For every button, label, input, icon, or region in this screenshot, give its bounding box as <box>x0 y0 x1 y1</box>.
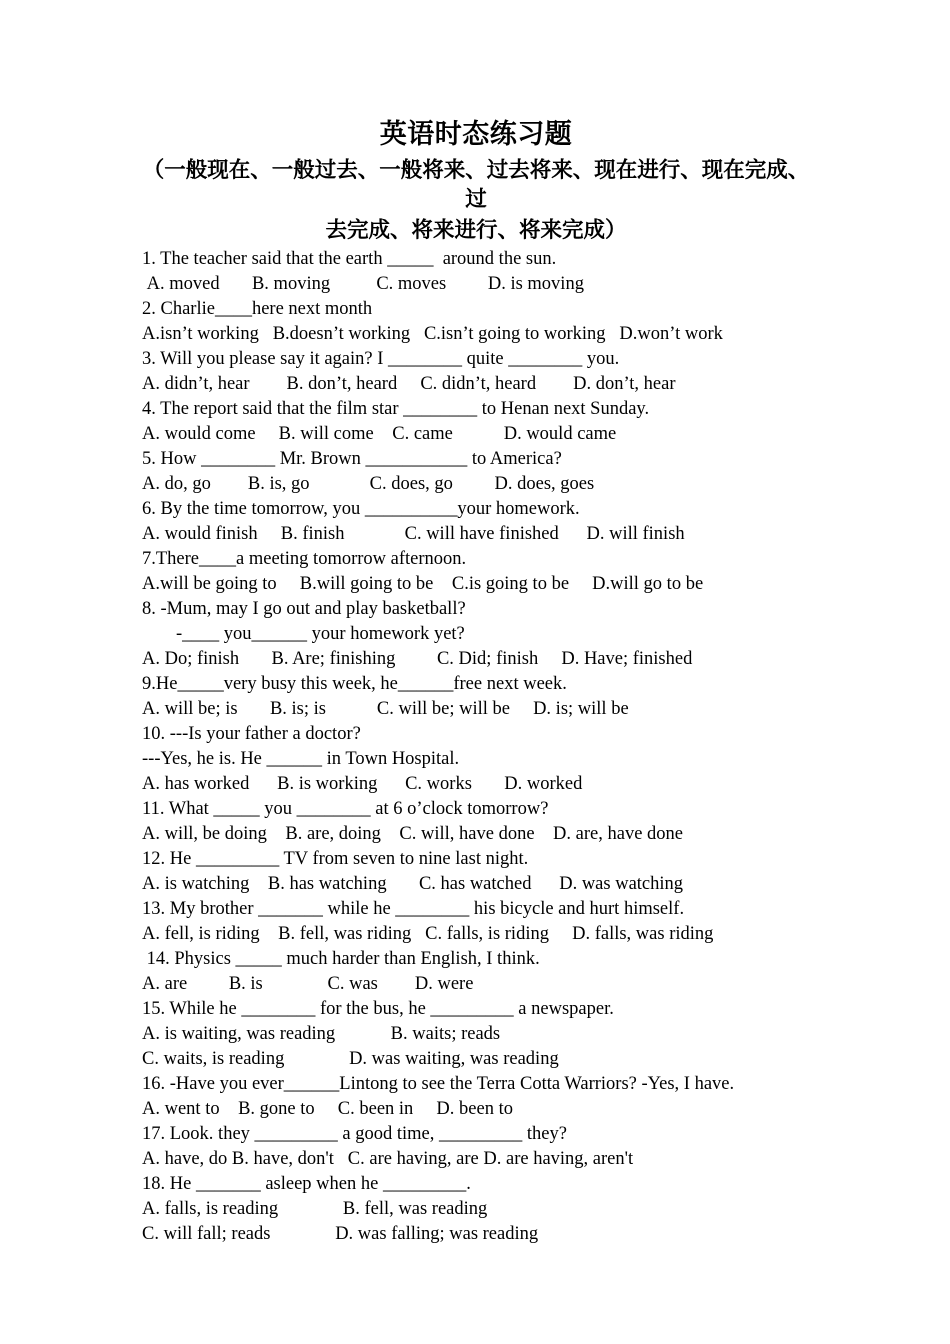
question-line: 16. -Have you ever______Lintong to see the Terra Cotta Warriors? -Yes, I have. <box>142 1073 735 1094</box>
question-line: A. is waiting, was reading B. waits; reads <box>142 1023 501 1044</box>
question-line: 11. What _____ you ________ at 6 o’clock tomorrow? <box>142 798 549 819</box>
question-line: A. moved B. moving C. moves D. is moving <box>142 273 584 294</box>
page-subtitle-line-2: 去完成、将来进行、将来完成） <box>325 217 627 242</box>
question-line: 2. Charlie____here next month <box>142 298 373 319</box>
question-line: 7.There____a meeting tomorrow afternoon. <box>142 548 467 569</box>
question-line: A. have, do B. have, don't C. are having, are D. are having, aren't <box>142 1148 634 1169</box>
question-line: A. will be; is B. is; is C. will be; will be D. is; will be <box>142 698 629 719</box>
question-line: A. will, be doing B. are, doing C. will, have done D. are, have done <box>142 823 684 844</box>
question-line: A. has worked B. is working C. works D. worked <box>142 773 583 794</box>
question-line: A. would finish B. finish C. will have finished D. will finish <box>142 523 685 544</box>
question-line: A. is watching B. has watching C. has watched D. was watching <box>142 873 684 894</box>
question-line: 6. By the time tomorrow, you __________your homework. <box>142 498 580 519</box>
question-line: A. do, go B. is, go C. does, go D. does, goes <box>142 473 595 494</box>
question-line: 13. My brother _______ while he ________ his bicycle and hurt himself. <box>142 898 685 919</box>
question-line: A.isn’t working B.doesn’t working C.isn’t going to working D.won’t work <box>142 323 723 344</box>
page-subtitle-line-1: （一般现在、一般过去、一般将来、过去将来、现在进行、现在完成、过 <box>142 158 810 212</box>
question-line: A. would come B. will come C. came D. would came <box>142 423 617 444</box>
question-line: A. are B. is C. was D. were <box>142 973 474 994</box>
question-line: 5. How ________ Mr. Brown ___________ to America? <box>142 448 562 469</box>
question-line: 4. The report said that the film star ________ to Henan next Sunday. <box>142 398 650 419</box>
question-line: A. Do; finish B. Are; finishing C. Did; finish D. Have; finished <box>142 648 693 669</box>
question-line: A. fell, is riding B. fell, was riding C. falls, is riding D. falls, was riding <box>142 923 714 944</box>
question-line: C. waits, is reading D. was waiting, was reading <box>142 1048 559 1069</box>
question-line: 15. While he ________ for the bus, he _________ a newspaper. <box>142 998 614 1019</box>
question-line: 17. Look. they _________ a good time, _________ they? <box>142 1123 567 1144</box>
question-line: 8. -Mum, may I go out and play basketball? <box>142 598 466 619</box>
question-line: 10. ---Is your father a doctor? <box>142 723 361 744</box>
question-line: C. will fall; reads D. was falling; was reading <box>142 1223 539 1244</box>
question-line: -____ you______ your homework yet? <box>176 623 465 644</box>
question-line: 1. The teacher said that the earth _____ around the sun. <box>142 248 557 269</box>
question-line: A. went to B. gone to C. been in D. been to <box>142 1098 513 1119</box>
question-line: 14. Physics _____ much harder than English, I think. <box>142 948 540 969</box>
question-line: 3. Will you please say it again? I ________ quite ________ you. <box>142 348 620 369</box>
question-line: A. falls, is reading B. fell, was reading <box>142 1198 488 1219</box>
question-line: ---Yes, he is. He ______ in Town Hospital. <box>142 748 460 769</box>
question-line: A.will be going to B.will going to be C.is going to be D.will go to be <box>142 573 704 594</box>
question-list <box>142 247 810 1247</box>
page-title: 英语时态练习题 <box>379 119 573 149</box>
question-line: A. didn’t, hear B. don’t, heard C. didn’t, heard D. don’t, hear <box>142 373 676 394</box>
question-line: 18. He _______ asleep when he _________. <box>142 1173 471 1194</box>
question-line: 12. He _________ TV from seven to nine last night. <box>142 848 529 869</box>
question-line: 9.He_____very busy this week, he______free next week. <box>142 673 567 694</box>
